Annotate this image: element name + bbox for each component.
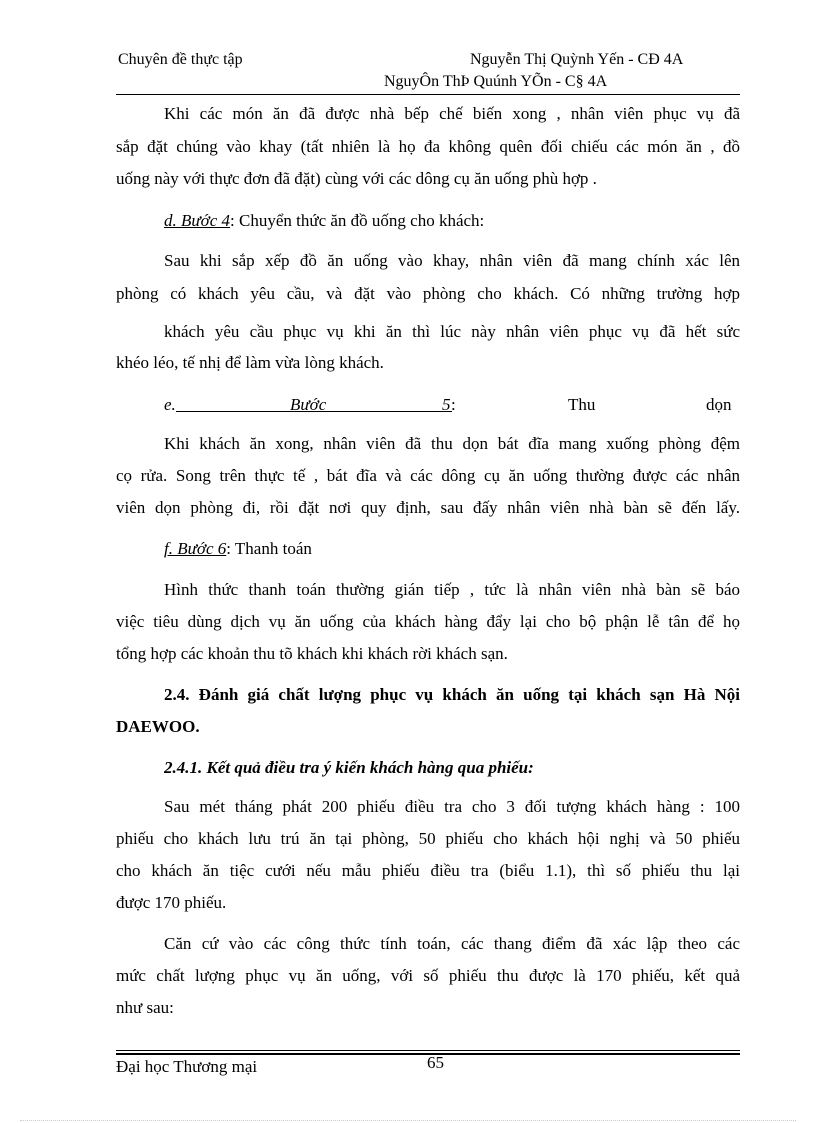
- paragraph-line: Khi khách ăn xong, nhân viên đã thu dọn bát đĩa mang xuống phòng đệm: [164, 434, 740, 453]
- step-4-text: : Chuyển thức ăn đồ uống cho khách:: [230, 211, 485, 230]
- paragraph-line: khéo léo, tế nhị để làm vừa lòng khách.: [116, 353, 384, 372]
- paragraph-line: như sau:: [116, 998, 174, 1017]
- header-garbled: NguyÔn ThÞ Quúnh YÕn - C§ 4A: [384, 73, 608, 90]
- section-heading: 2.4. Đánh giá chất lượng phục vụ khách ăn uống tại khách sạn Hà Nội: [164, 685, 740, 704]
- step-5-text-don: dọn: [706, 395, 732, 414]
- step-5-number: 5: [442, 395, 451, 414]
- paragraph-line: được 170 phiếu.: [116, 893, 227, 912]
- paragraph-line: khách yêu cầu phục vụ khi ăn thì lúc này nhân viên phục vụ đã hết sức: [164, 322, 740, 341]
- step-5-line: [164, 393, 740, 417]
- footer-rule: [116, 1050, 740, 1051]
- footer-left: Đại học Thương mại: [116, 1057, 258, 1076]
- paragraph-line: uống này với thực đơn đã đặt) cùng với các dông cụ ăn uống phù hợp .: [116, 169, 597, 188]
- header-left: Chuyên đề thực tập: [118, 51, 243, 68]
- page-bottom-dotted-line: [20, 1120, 796, 1121]
- paragraph-line: cọ rửa. Song trên thực tế , bát đĩa và các dông cụ ăn uống thường được các nhân: [116, 466, 740, 485]
- paragraph-line: Sau khi sắp xếp đồ ăn uống vào khay, nhân viên đã mang chính xác lên: [164, 251, 740, 270]
- paragraph-line: Khi các món ăn đã được nhà bếp chế biến xong , nhân viên phục vụ đã: [164, 104, 740, 123]
- paragraph-line: mức chất lượng phục vụ ăn uống, với số phiếu thu được là 170 phiếu, kết quả: [116, 966, 740, 985]
- step-5-word: Bước: [290, 395, 327, 414]
- paragraph-line: Sau mét tháng phát 200 phiếu điều tra cho 3 đối tượng khách hàng : 100: [164, 797, 740, 816]
- paragraph-line: phiếu cho khách lưu trú ăn tại phòng, 50 phiếu cho khách hội nghị và 50 phiếu: [116, 829, 740, 848]
- header-right: Nguyễn Thị Quỳnh Yến - CĐ 4A: [470, 51, 684, 68]
- section-heading-continued: DAEWOO.: [116, 717, 200, 736]
- paragraph-line: viên dọn phòng đi, rồi đặt nơi quy định, sau đấy nhân viên nhà bàn sẽ đến lấy.: [116, 498, 740, 517]
- header-rule: [116, 94, 740, 95]
- step-4-label: d. Bước 4: [164, 211, 231, 230]
- paragraph-line: sắp đặt chúng vào khay (tất nhiên là họ đa không quên đối chiếu các món ăn , đồ: [116, 137, 740, 156]
- step-6-text: : Thanh toán: [226, 539, 312, 558]
- step-4-line: [164, 209, 740, 233]
- step-5-text-thu: Thu: [568, 395, 596, 414]
- paragraph-line: Hình thức thanh toán thường gián tiếp , tức là nhân viên nhà bàn sẽ báo: [164, 580, 740, 599]
- page-number: 65: [427, 1053, 444, 1072]
- paragraph-line: việc tiêu dùng dịch vụ ăn uống của khách hàng đẩy lại cho bộ phận lễ tân để họ: [116, 612, 740, 631]
- step-5-letter: e.: [164, 395, 176, 414]
- step-6-label: f. Bước 6: [164, 539, 227, 558]
- paragraph-line: Căn cứ vào các công thức tính toán, các thang điểm đã xác lập theo các: [164, 934, 740, 953]
- step-6-line: [164, 537, 740, 561]
- step-5-colon: :: [451, 395, 456, 414]
- paragraph-line: phòng có khách yêu cầu, và đặt vào phòng cho khách. Có những trường hợp: [116, 284, 740, 303]
- paragraph-line: tổng hợp các khoản thu tõ khách khi khách rời khách sạn.: [116, 644, 508, 663]
- subsection-heading: 2.4.1. Kết quả điều tra ý kiến khách hàng qua phiếu:: [164, 758, 534, 777]
- paragraph-line: cho khách ăn tiệc cưới nếu mẫu phiếu điều tra (biểu 1.1), thì số phiếu thu lại: [116, 861, 740, 880]
